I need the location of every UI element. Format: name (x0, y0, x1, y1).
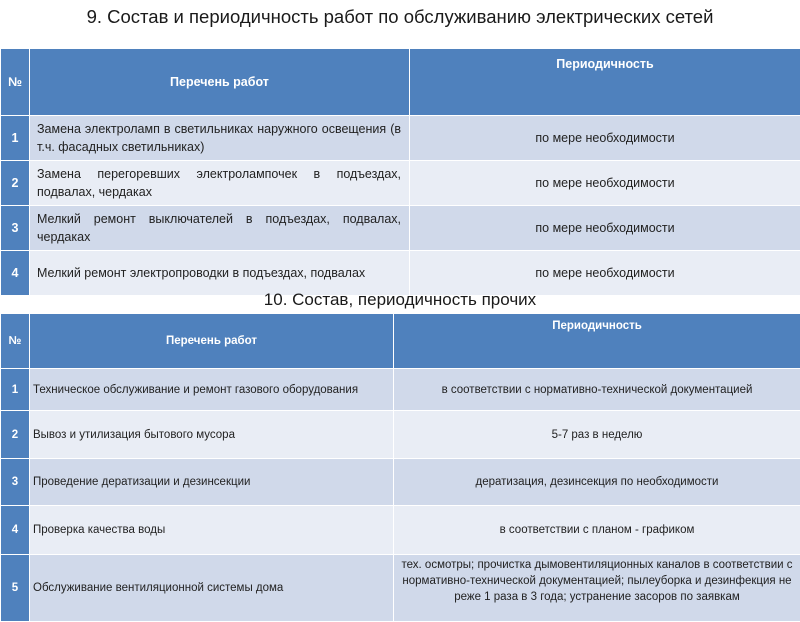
row-work: Проведение дератизации и дезинсекции (30, 459, 394, 506)
row-work: Обслуживание вентиляционной системы дома (30, 555, 394, 622)
row-work: Мелкий ремонт электропроводки в подъездах, подвалах (30, 251, 410, 296)
header-work-list: Перечень работ (30, 314, 394, 369)
row-work: Замена перегоревших электролампочек в подъездах, подвалах, чердаках (30, 161, 410, 206)
header-periodicity: Периодичность (410, 49, 800, 116)
table-row (1, 369, 800, 411)
header-periodicity: Периодичность (394, 314, 800, 369)
row-num: 1 (1, 116, 30, 161)
row-num: 2 (1, 161, 30, 206)
row-periodicity: в соответствии с нормативно-технической документацией (394, 369, 800, 411)
table-row (1, 206, 800, 251)
table-row (1, 161, 800, 206)
table-row (1, 506, 800, 555)
row-periodicity: по мере необходимости (410, 116, 800, 161)
row-periodicity: по мере необходимости (410, 251, 800, 296)
table-row (1, 459, 800, 506)
row-num: 4 (1, 506, 30, 555)
row-work: Замена электроламп в светильниках наружного освещения (в т.ч. фасадных светильниках) (30, 116, 410, 161)
row-work: Мелкий ремонт выключателей в подъездах, подвалах, чердаках (30, 206, 410, 251)
other-works-table (0, 313, 800, 622)
table-header-row (1, 49, 800, 116)
electrical-works-table (0, 48, 800, 296)
row-periodicity: по мере необходимости (410, 161, 800, 206)
row-periodicity: по мере необходимости (410, 206, 800, 251)
table-row (1, 411, 800, 459)
row-num: 1 (1, 369, 30, 411)
row-num: 3 (1, 459, 30, 506)
header-work-list: Перечень работ (30, 49, 410, 116)
table-row (1, 251, 800, 296)
row-work: Проверка качества воды (30, 506, 394, 555)
row-periodicity: в соответствии с планом - графиком (394, 506, 800, 555)
header-num: № (1, 314, 30, 369)
row-periodicity: дератизация, дезинсекция по необходимости (394, 459, 800, 506)
table-row (1, 555, 800, 622)
row-work: Вывоз и утилизация бытового мусора (30, 411, 394, 459)
section-10-title: 10. Состав, периодичность прочих (0, 290, 800, 310)
section-9-title: 9. Состав и периодичность работ по обслуживанию электрических сетей (0, 6, 800, 28)
row-num: 3 (1, 206, 30, 251)
row-work: Техническое обслуживание и ремонт газового оборудования (30, 369, 394, 411)
row-periodicity: тех. осмотры; прочистка дымовентиляционных каналов в соответствии с нормативно-технической документацией; пылеуборка и дезинфекция не реже 1 раза в 3 года; устранение засоров по заявкам (394, 555, 800, 622)
row-num: 4 (1, 251, 30, 296)
row-periodicity: 5-7 раз в неделю (394, 411, 800, 459)
table-row (1, 116, 800, 161)
header-num: № (1, 49, 30, 116)
row-num: 2 (1, 411, 30, 459)
row-num: 5 (1, 555, 30, 622)
table-header-row (1, 314, 800, 369)
